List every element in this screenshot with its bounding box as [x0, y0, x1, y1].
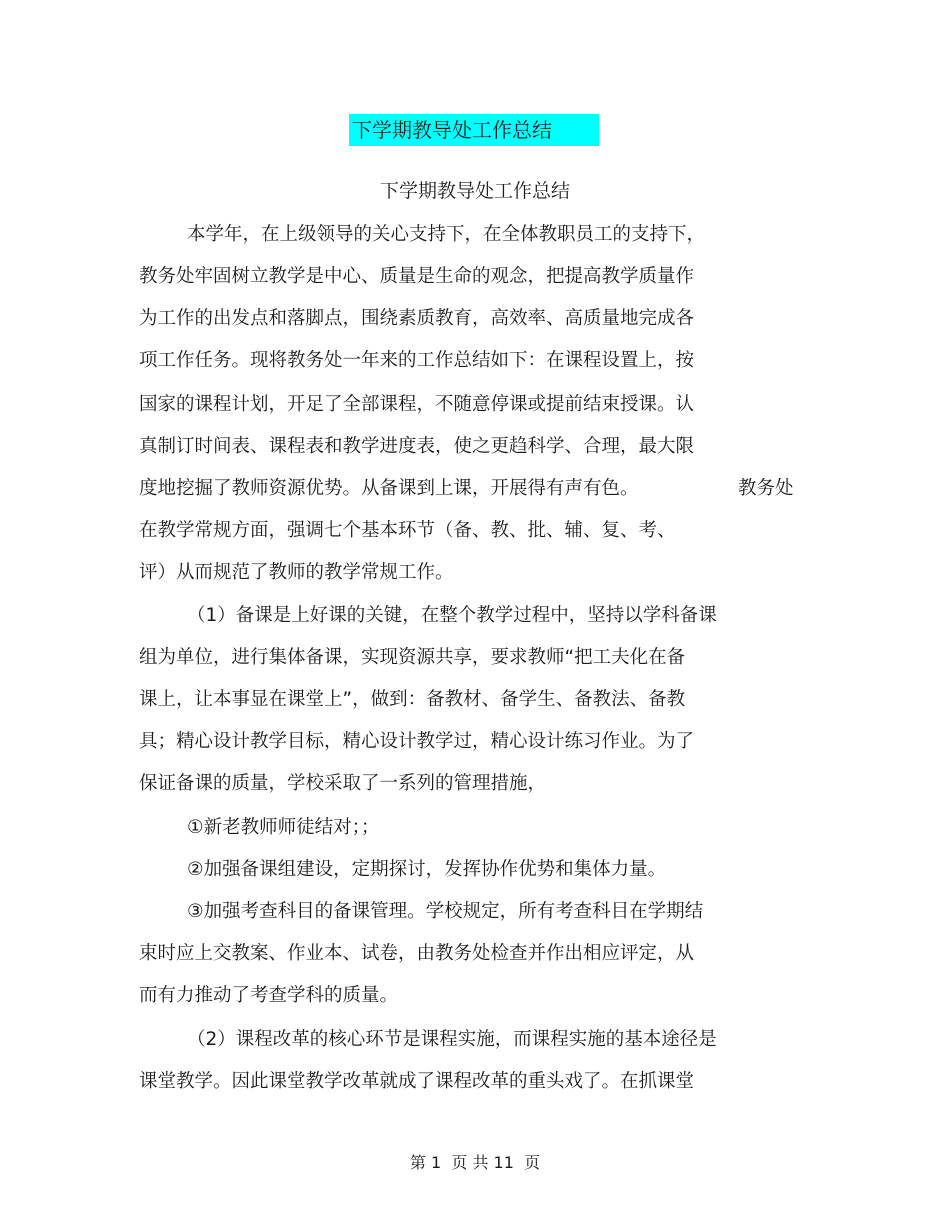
body-line: 保证备课的质量，学校采取了一系列的管理措施， — [139, 773, 547, 794]
body-line: （1）备课是上好课的关键，在整个教学过程中，坚持以学科备课 — [187, 605, 717, 626]
document-title: 下学期教导处工作总结 — [352, 118, 552, 142]
body-line: 具；精心设计教学目标，精心设计教学过，精心设计练习作业。为了 — [139, 731, 695, 752]
body-line: 课堂教学。因此课堂教学改革就成了课程改革的重头戏了。在抓课堂 — [139, 1071, 695, 1092]
body-line: 真制订时间表、课程表和教学进度表，使之更趋科学、合理，最大限 — [139, 436, 695, 457]
body-line-fragment: 教务处 — [738, 478, 794, 499]
list-item: ②加强备课组建设，定期探讨，发挥协作优势和集体力量。 — [187, 859, 667, 880]
body-line: 为工作的出发点和落脚点，围绕素质教育，高效率、高质量地完成各 — [139, 308, 695, 329]
body-line: 束时应上交教案、作业本、试卷，由教务处检查并作出相应评定，从 — [139, 943, 695, 964]
body-line: 组为单位，进行集体备课，实现资源共享，要求教师“把工夫化在备 — [139, 647, 686, 668]
body-line: 度地挖掘了教师资源优势。从备课到上课，开展得有声有色。 — [139, 478, 639, 499]
list-item: ①新老教师师徒结对；； — [187, 817, 380, 838]
body-line: 而有力推动了考查学科的质量。 — [139, 985, 399, 1006]
body-line: 评）从而规范了教师的教学常规工作。 — [139, 562, 454, 583]
body-line: （2）课程改革的核心环节是课程实施，而课程实施的基本途径是 — [187, 1029, 717, 1050]
list-item: ③加强考查科目的备课管理。学校规定，所有考查科目在学期结 — [187, 901, 704, 922]
page-number-footer: 第 1 页 共 11 页 — [409, 1153, 541, 1172]
body-line: 本学年，在上级领导的关心支持下，在全体教职员工的支持下， — [187, 224, 706, 245]
body-line: 在教学常规方面，强调七个基本环节（备、教、批、辅、复、考、 — [139, 520, 676, 541]
body-line: 教务处牢固树立教学是中心、质量是生命的观念，把提高教学质量作 — [139, 266, 695, 287]
body-line: 国家的课程计划，开足了全部课程，不随意停课或提前结束授课。认 — [139, 394, 695, 415]
document-subtitle: 下学期教导处工作总结 — [379, 180, 570, 202]
body-line: 课上，让本事显在课堂上”，做到：备教材、备学生、备教法、备教 — [139, 689, 686, 710]
body-line: 项工作任务。现将教务处一年来的工作总结如下：在课程设置上，按 — [139, 350, 695, 371]
